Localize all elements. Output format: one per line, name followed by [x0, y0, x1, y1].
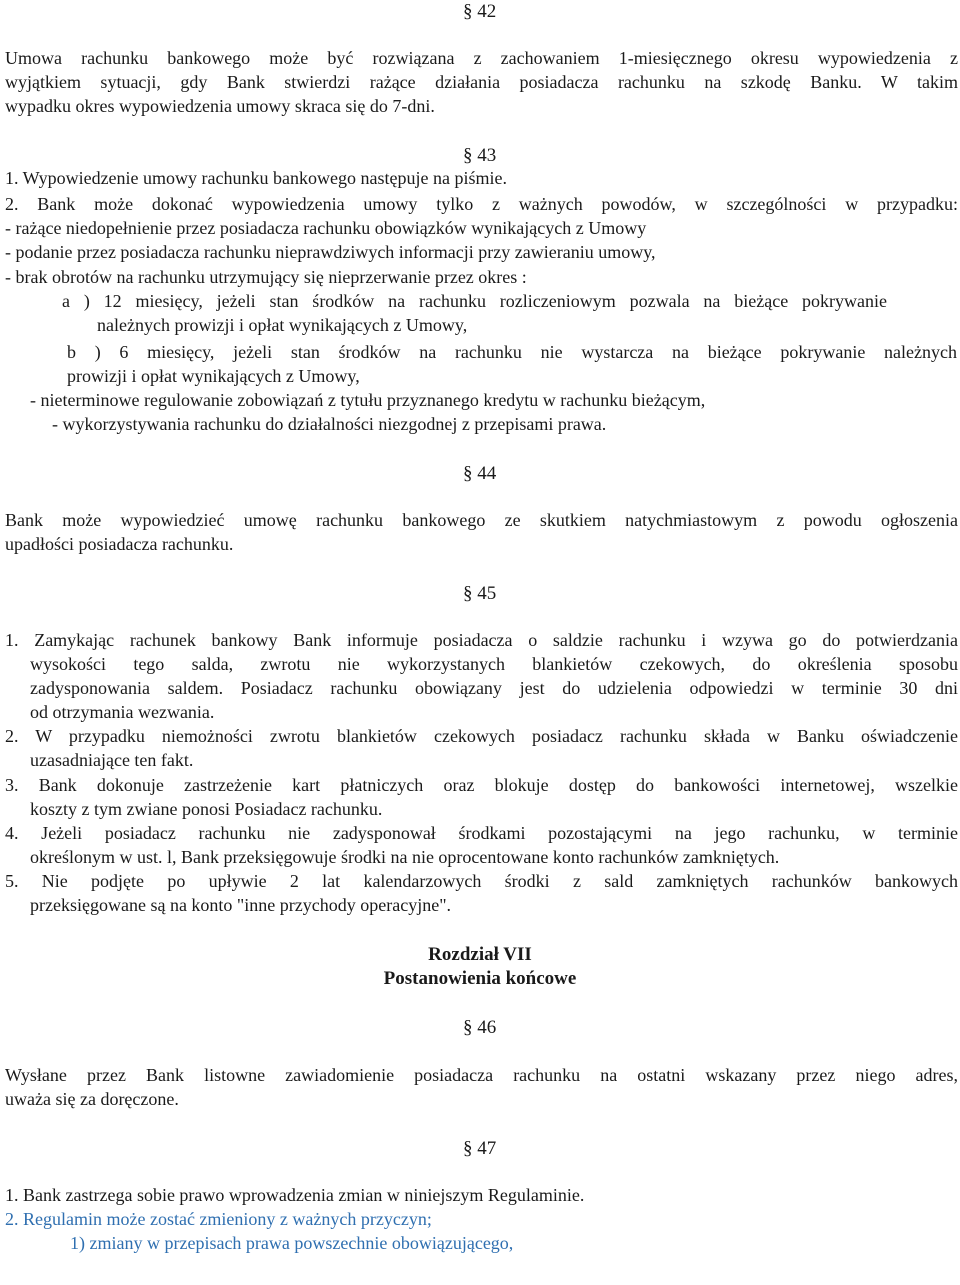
- section-heading-47: § 47: [463, 1138, 497, 1159]
- s45-point-1-line-2: wysokości tego salda, zwrotu nie wykorzystanych blankietów czekowych, do określenia sposobu: [30, 654, 958, 674]
- s43-point-2: 2. Bank może dokonać wypowiedzenia umowy tylko z ważnych powodów, w szczególności w przypadku:: [5, 194, 958, 214]
- s43-dash-4: - nieterminowe regulowanie zobowiązań z tytułu przyznanego kredytu w rachunku bieżącym,: [30, 390, 706, 410]
- s43-sub-b-line-2: prowizji i opłat wynikających z Umowy,: [67, 366, 360, 386]
- section-heading-46: § 46: [463, 1017, 497, 1038]
- s45-point-5-line-2: przeksięgowane są na konto "inne przychody operacyjne".: [30, 895, 452, 915]
- section-heading-44: § 44: [463, 463, 497, 484]
- s43-dash-5: - wykorzystywania rachunku do działalności niezgodnej z przepisami prawa.: [52, 414, 607, 434]
- s47-point-1: 1. Bank zastrzega sobie prawo wprowadzenia zmian w niniejszym Regulaminie.: [5, 1185, 585, 1205]
- s45-point-1-line-1: 1. Zamykając rachunek bankowy Bank informuje posiadacza o saldzie rachunku i wzywa go do potwierdzania: [5, 630, 958, 650]
- section-heading-42: § 42: [463, 1, 497, 22]
- s42-line-2: wyjątkiem sytuacji, gdy Bank stwierdzi rażące działania posiadacza rachunku na szkodę Banku. W takim: [5, 72, 958, 92]
- s46-line-1: Wysłane przez Bank listowne zawiadomienie posiadacza rachunku na ostatni wskazany przez niego adres,: [5, 1065, 958, 1085]
- s45-point-3-line-2: koszty z tym zwiane ponosi Posiadacz rachunku.: [30, 799, 383, 819]
- s45-point-3-line-1: 3. Bank dokonuje zastrzeżenie kart płatniczych oraz blokuje dostęp do bankowości internetowej, wszelkie: [5, 775, 958, 795]
- s43-sub-a-line-2: należnych prowizji i opłat wynikających z Umowy,: [97, 315, 468, 335]
- s43-dash-2: - podanie przez posiadacza rachunku nieprawdziwych informacji przy zawieraniu umowy,: [5, 242, 656, 262]
- s43-sub-b-line-1: b ) 6 miesięcy, jeżeli stan środków na rachunku nie wystarcza na bieżące pokrywanie należnych: [67, 342, 957, 362]
- s44-line-1: Bank może wypowiedzieć umowę rachunku bankowego ze skutkiem natychmiastowym z powodu ogłoszenia: [5, 510, 958, 530]
- s45-point-1-line-3: zadysponowania saldem. Posiadacz rachunku obowiązany jest do udzielenia odpowiedzi w terminie 30 dni: [30, 678, 958, 698]
- section-heading-43: § 43: [463, 145, 497, 166]
- chapter-title: Rozdział VII: [428, 944, 532, 965]
- s42-line-1: Umowa rachunku bankowego może być rozwiązana z zachowaniem 1-miesięcznego okresu wypowiedzenia z: [5, 48, 958, 68]
- s43-sub-a-line-1: a ) 12 miesięcy, jeżeli stan środków na rachunku rozliczeniowym pozwala na bieżące pokrywanie: [62, 291, 887, 311]
- s45-point-4-line-2: określonym w ust. l, Bank przeksięgowuje środki na nie oprocentowane konto rachunków zamkniętych.: [30, 847, 780, 867]
- s45-point-2-line-1: 2. W przypadku niemożności zwrotu blankietów czekowych posiadacz rachunku składa w Banku oświadczenie: [5, 726, 958, 746]
- s46-line-2: uważa się za doręczone.: [5, 1089, 179, 1109]
- s45-point-4-line-1: 4. Jeżeli posiadacz rachunku nie zadysponował środkami pozostającymi na jego rachunku, w terminie: [5, 823, 958, 843]
- s43-dash-1: - rażące niedopełnienie przez posiadacza rachunku obowiązków wynikających z Umowy: [5, 218, 647, 238]
- s43-dash-3: - brak obrotów na rachunku utrzymujący się nieprzerwanie przez okres :: [5, 267, 527, 287]
- s45-point-5-line-1: 5. Nie podjęte po upływie 2 lat kalendarzowych środki z sald zamkniętych rachunków bankowych: [5, 871, 958, 891]
- chapter-subtitle: Postanowienia końcowe: [383, 968, 577, 989]
- section-heading-45: § 45: [463, 583, 497, 604]
- s47-point-2-item-1: 1) zmiany w przepisach prawa powszechnie obowiązującego,: [70, 1233, 514, 1253]
- s42-line-3: wypadku okres wypowiedzenia umowy skraca się do 7-dni.: [5, 96, 435, 116]
- s43-point-1: 1. Wypowiedzenie umowy rachunku bankowego następuje na piśmie.: [5, 168, 507, 188]
- s47-point-2: 2. Regulamin może zostać zmieniony z ważnych przyczyn;: [5, 1209, 432, 1229]
- s44-line-2: upadłości posiadacza rachunku.: [5, 534, 234, 554]
- s45-point-2-line-2: uzasadniające ten fakt.: [30, 750, 194, 770]
- s45-point-1-line-4: od otrzymania wezwania.: [30, 702, 215, 722]
